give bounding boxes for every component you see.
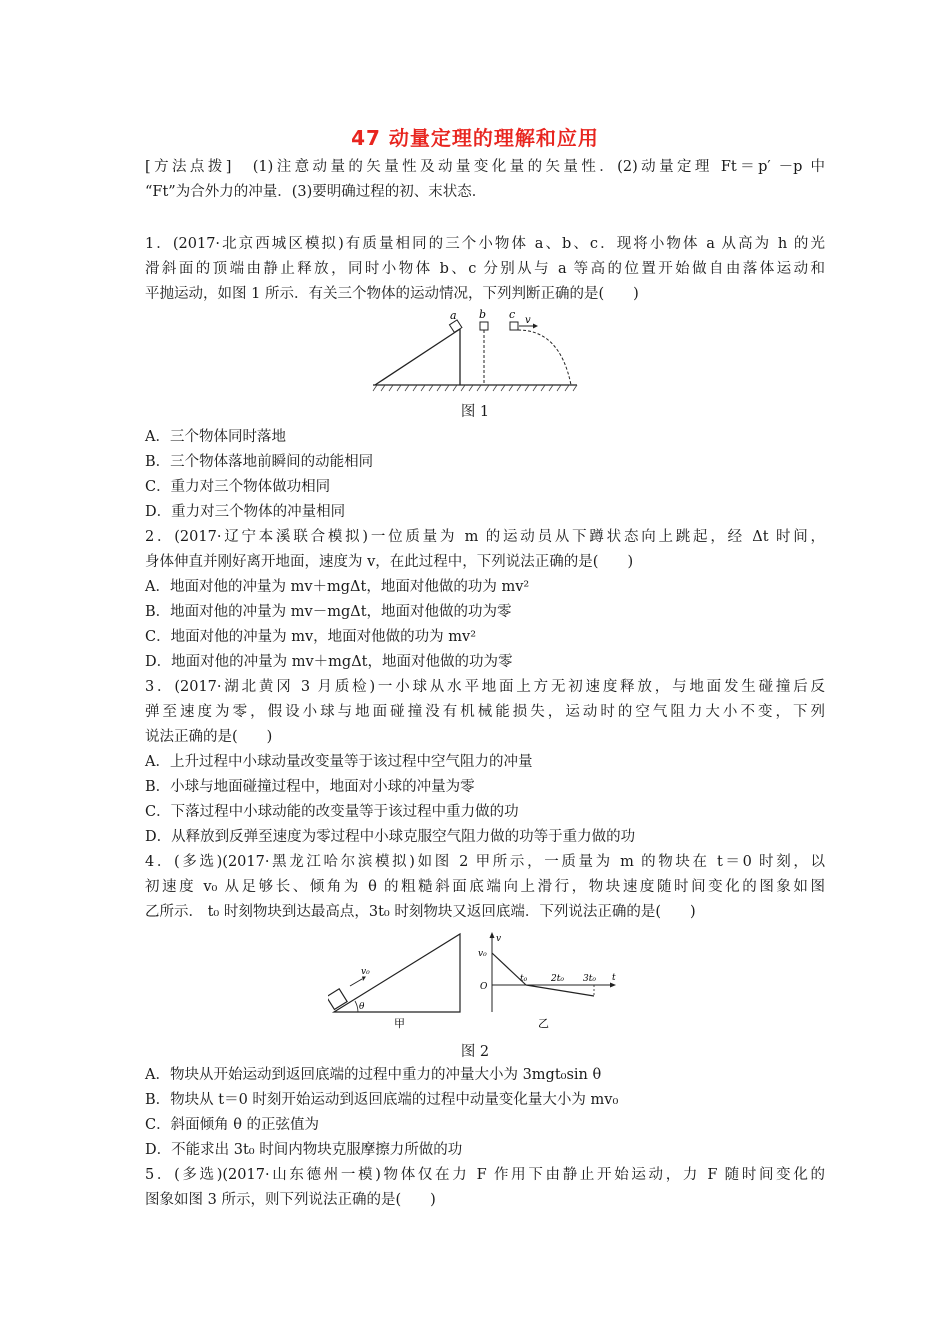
q4-option-b: B．物块从 t＝0 时刻开始运动到返回底端的过程中动量变化量大小为 mv₀ <box>145 1092 619 1108</box>
method-tip-line-2: “Ft”为合外力的冲量．(3)要明确过程的初、末状态． <box>145 184 487 200</box>
q3-stem-line-1: 3．(2017·湖北黄冈 3 月质检)一小球从水平地面上方无初速度释放，与地面发生碰撞后反 <box>145 679 825 695</box>
q3-option-d: D．从释放到反弹至速度为零过程中小球克服空气阻力做的功等于重力做的功 <box>145 829 636 845</box>
q3-option-a: A．上升过程中小球动量改变量等于该过程中空气阻力的冲量 <box>145 754 533 770</box>
page-title: 47 动量定理的理解和应用 <box>351 126 599 150</box>
object-c-box <box>510 322 518 330</box>
incline-slope <box>375 329 460 385</box>
figure-2-jia-diagram <box>328 930 468 1032</box>
2t0-tick-label: 2t₀ <box>551 974 564 984</box>
q1-stem-line-1: 1．(2017·北京西城区模拟)有质量相同的三个小物体 a、b、c．现将小物体 a 从高为 h 的光 <box>145 236 825 252</box>
jia-label: 甲 <box>394 1017 405 1030</box>
v-t-segment-down <box>526 985 594 996</box>
q2-option-c: C．地面对他的冲量为 mv，地面对他做的功为 mv² <box>145 629 477 645</box>
q4-stem-line-3: 乙所示． t₀ 时刻物块到达最高点，3t₀ 时刻物块又返回底端．下列说法正确的是( ) <box>145 904 696 920</box>
q2-option-d: D．地面对他的冲量为 mv＋mgΔt，地面对他做的功为零 <box>145 654 513 670</box>
t-axis-arrowhead <box>610 983 616 988</box>
q5-stem-line-1: 5．(多选)(2017·山东德州一模)物体仅在力 F 作用下由静止开始运动，力 F 随时间变化的 <box>145 1167 825 1183</box>
label-a: a <box>450 309 457 322</box>
q3-option-c: C．下落过程中小球动能的改变量等于该过程中重力做的功 <box>145 804 519 820</box>
velocity-arrowhead <box>533 324 538 329</box>
ground-hatching <box>373 385 577 391</box>
q5-stem-line-2: 图象如图 3 所示，则下列说法正确的是( ) <box>145 1192 436 1208</box>
t0-tick-label: t₀ <box>520 974 528 984</box>
theta-label: θ <box>359 1002 365 1012</box>
q3-stem-line-2: 弹至速度为零，假设小球与地面碰撞没有机械能损失，运动时的空气阻力大小不变，下列 <box>145 704 825 720</box>
incline-triangle <box>334 934 460 1012</box>
v0-tick-label: v₀ <box>478 949 487 959</box>
q4-option-d: D．不能求出 3t₀ 时间内物块克服摩擦力所做的功 <box>145 1142 463 1158</box>
v-axis-arrowhead <box>490 932 495 938</box>
q4-stem-line-2: 初速度 v₀ 从足够长、倾角为 θ 的粗糙斜面底端向上滑行，物块速度随时间变化的图象如图 <box>145 879 825 895</box>
3t0-tick-label: 3t₀ <box>583 974 596 984</box>
figure-1-diagram <box>365 306 585 394</box>
q1-stem-line-2: 滑斜面的顶端由静止释放，同时小物体 b、c 分别从与 a 等高的位置开始做自由落体运动和 <box>145 261 825 277</box>
q3-stem-line-3: 说法正确的是( ) <box>145 729 273 745</box>
v0-arrow-label: v₀ <box>361 967 370 977</box>
q4-stem-line-1: 4．(多选)(2017·黑龙江哈尔滨模拟)如图 2 甲所示，一质量为 m 的物块在 t＝0 时刻，以 <box>145 854 825 870</box>
q1-option-c: C．重力对三个物体做功相同 <box>145 479 331 495</box>
figure-1-caption: 图 1 <box>460 404 490 420</box>
q1-option-a: A．三个物体同时落地 <box>145 429 286 445</box>
method-tip-line-1: [方法点拨] (1)注意动量的矢量性及动量变化量的矢量性．(2)动量定理 Ft＝p′ －p 中 <box>145 159 825 175</box>
label-b: b <box>479 308 487 321</box>
v0-arrowhead <box>362 977 366 982</box>
q4-option-a: A．物块从开始运动到返回底端的过程中重力的冲量大小为 3mgt₀sin θ <box>145 1067 602 1083</box>
c-projectile-path <box>518 330 571 385</box>
q3-option-b: B．小球与地面碰撞过程中，地面对小球的冲量为零 <box>145 779 475 795</box>
t-axis-label: t <box>612 973 616 983</box>
v0-arrow <box>350 979 362 986</box>
q1-option-d: D．重力对三个物体的冲量相同 <box>145 504 346 520</box>
figure-2-yi-graph <box>470 930 620 1032</box>
v-axis-label: v <box>496 934 502 944</box>
q2-stem-line-2: 身体伸直并刚好离开地面，速度为 v，在此过程中，下列说法正确的是( ) <box>145 554 634 570</box>
label-c: c <box>509 308 516 321</box>
q1-option-b: B．三个物体落地前瞬间的动能相同 <box>145 454 374 470</box>
q4-option-c: C．斜面倾角 θ 的正弦值为 <box>145 1117 320 1133</box>
q1-stem-line-3: 平抛运动，如图 1 所示．有关三个物体的运动情况，下列判断正确的是( ) <box>145 286 639 302</box>
object-b-box <box>480 322 488 330</box>
q2-option-a: A．地面对他的冲量为 mv＋mgΔt，地面对他做的功为 mv² <box>145 579 530 595</box>
yi-label: 乙 <box>538 1017 549 1030</box>
angle-arc <box>355 1001 358 1012</box>
q2-option-b: B．地面对他的冲量为 mv－mgΔt，地面对他做的功为零 <box>145 604 512 620</box>
label-v: v <box>525 315 531 326</box>
q2-stem-line-1: 2．(2017·辽宁本溪联合模拟)一位质量为 m 的运动员从下蹲状态向上跳起，经 Δt 时间， <box>145 529 826 545</box>
figure-2-caption: 图 2 <box>460 1044 490 1060</box>
origin-label: O <box>480 982 488 992</box>
sliding-block <box>328 989 347 1010</box>
